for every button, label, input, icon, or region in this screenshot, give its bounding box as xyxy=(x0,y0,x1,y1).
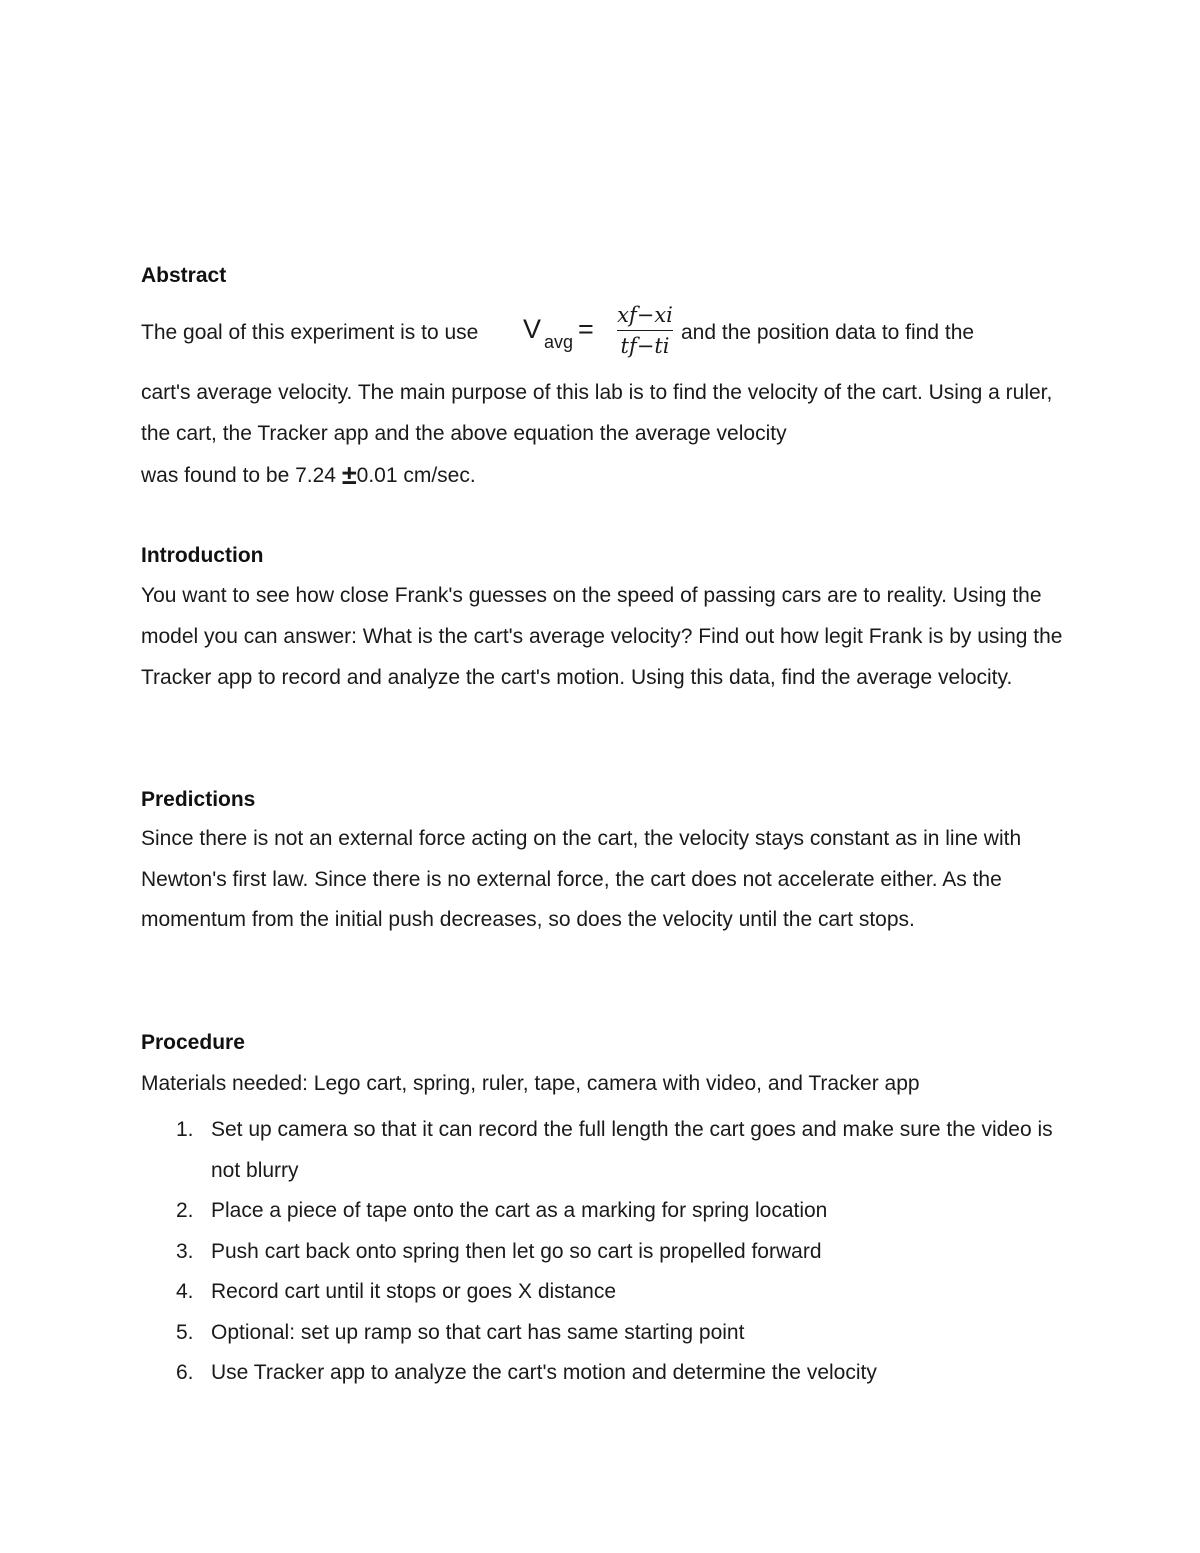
list-item xyxy=(141,1232,1071,1273)
step-text: Record cart until it stops or goes X distance xyxy=(211,1280,617,1303)
step-text: Set up camera so that it can record the full length the cart goes and make sure the video is not blurry xyxy=(211,1118,1053,1182)
introduction-paragraph: You want to see how close Frank's guesses on the speed of passing cars are to reality. Using the model you can answer: What is the cart's average velocity? Find out how legit Frank is by using the Tracker app to record and analyze the cart's motion. Using this data, find the average velocity. xyxy=(141,584,1063,689)
predictions-paragraph: Since there is not an external force acting on the cart, the velocity stays constant as in line with Newton's first law. Since there is no external force, the cart does not accelerate either. As the momentum from the initial push decreases, so does the velocity until the cart stops. xyxy=(141,827,1022,932)
step-number: 4. xyxy=(176,1280,194,1303)
list-item xyxy=(141,1110,1071,1191)
step-text: Use Tracker app to analyze the cart's motion and determine the velocity xyxy=(211,1361,877,1384)
fraction-denominator: tf−ti xyxy=(620,334,670,358)
abstract-paragraph: cart's average velocity. The main purpose of this lab is to find the velocity of the cart. Using a ruler, the cart, the Tracker app and the above equation the average velocity xyxy=(141,381,1053,445)
step-number: 3. xyxy=(176,1239,194,1263)
equals-sign: = xyxy=(578,314,594,344)
step-number: 2. xyxy=(176,1199,194,1222)
predictions-heading: Predictions xyxy=(141,788,256,811)
result-text: was found to be 7.24 xyxy=(141,464,342,487)
step-text: Optional: set up ramp so that cart has same starting point xyxy=(211,1320,745,1344)
abstract-result-line xyxy=(141,462,476,489)
velocity-fraction xyxy=(617,302,673,360)
step-number: 6. xyxy=(176,1361,194,1384)
list-item xyxy=(141,1272,1071,1313)
list-item xyxy=(141,1313,1071,1354)
formula-trailing-text: and the position data to find the xyxy=(681,321,975,344)
step-number: 1. xyxy=(176,1118,194,1141)
step-text: Place a piece of tape onto the cart as a marking for spring location xyxy=(211,1199,828,1222)
result-uncertainty: 0.01 cm/sec. xyxy=(356,464,476,487)
procedure-heading: Procedure xyxy=(141,1031,245,1054)
plus-minus-sign: ± xyxy=(341,460,357,490)
introduction-heading: Introduction xyxy=(141,544,264,567)
procedure-steps-list xyxy=(141,1110,1071,1394)
step-number: 5. xyxy=(176,1320,194,1344)
velocity-subscript: avg xyxy=(544,332,574,352)
abstract-heading: Abstract xyxy=(141,264,227,287)
velocity-symbol: V xyxy=(523,314,542,344)
list-item xyxy=(141,1353,1071,1394)
fraction-numerator: xf−xi xyxy=(617,303,673,327)
fraction-bar xyxy=(617,330,673,331)
step-text: Push cart back onto spring then let go so cart is propelled forward xyxy=(211,1239,822,1263)
list-item xyxy=(141,1191,1071,1232)
materials-line: Materials needed: Lego cart, spring, ruler, tape, camera with video, and Tracker app xyxy=(141,1072,920,1095)
formula-intro-text: The goal of this experiment is to use xyxy=(141,321,479,344)
